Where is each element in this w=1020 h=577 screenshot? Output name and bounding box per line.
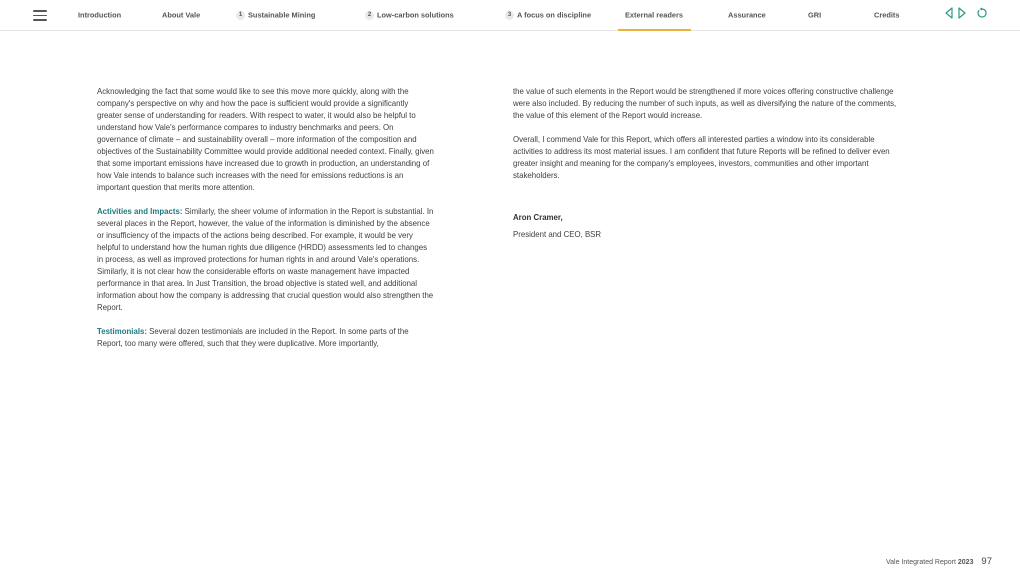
nav-focus-on-discipline[interactable]: 3 A focus on discipline	[505, 10, 591, 20]
signature-title: President and CEO, BSR	[513, 230, 602, 239]
body-paragraph: Activities and Impacts: Similarly, the sheer volume of information in the Report is substantial. In several places in the Report, however, the value of the information is diminished by the absence or insufficiency of the impacts of the actions being described. For example, it would be very helpful to understand how the human rights due diligence (HRDD) assessments led to changes in process, as well as improved protections for human rights in and around Vale's operations. Similarly, it is not clear how the considerable efforts on waste management have impacted performance in that area. In Just Transition, the broad objective is stated well, and additional information about how the company is addressing that crucial question would also strengthen the Report.	[97, 207, 434, 312]
prev-arrow-icon[interactable]	[944, 6, 954, 24]
page-number: 97	[981, 556, 992, 567]
nav-external-readers[interactable]: External readers	[625, 10, 683, 20]
body-paragraph: the value of such elements in the Report would be strengthened if more voices offering constructive challenge were also included. By reducing the number of such inputs, as well as diversifying the nature of the comments, the value of this element of the Report would increase.	[513, 87, 897, 120]
section-lead-testimonials: Testimonials:	[97, 327, 147, 336]
nav-sustainable-mining[interactable]: 1 Sustainable Mining	[236, 10, 315, 20]
nav-introduction[interactable]: Introduction	[78, 10, 122, 20]
report-year: 2023	[957, 559, 974, 566]
page-controls	[944, 8, 988, 22]
page-footer	[886, 556, 992, 567]
chapter-number-badge: 1	[236, 11, 245, 20]
back-icon[interactable]	[976, 6, 988, 24]
nav-credits[interactable]: Credits	[874, 10, 900, 20]
left-text-column	[97, 86, 435, 362]
body-paragraph: Overall, I commend Vale for this Report, which offers all interested parties a window into its considerable activities to address its most material issues. I am confident that future Reports will be refined to deliver even greater insight and meaning for the company's employees, investors, communities and other important stakeholders.	[513, 135, 890, 180]
nav-about-vale[interactable]: About Vale	[162, 10, 201, 20]
signature-name: Aron Cramer,	[513, 213, 563, 222]
nav-assurance[interactable]: Assurance	[728, 10, 766, 20]
report-name: Vale Integrated Report	[886, 559, 956, 566]
menu-icon[interactable]	[33, 10, 47, 21]
body-paragraph: Acknowledging the fact that some would like to see this move more quickly, along with the company's perspective on why and how the pace is sufficient would provide a significantly greater sense of understanding for readers. With respect to water, it would also be helpful to understand how Vale's performance compares to industry benchmarks and peers. On governance of climate – and sustainability overall – more information of the composition and objectives of the Sustainability Committee would provide additional needed context. Finally, given that some important emissions have increased due to growth in production, an understanding of how Vale intends to balance such increases with the need for emissions reductions is an important question that merits more attention.	[97, 87, 434, 192]
body-paragraph: Testimonials: Several dozen testimonials are included in the Report. In some parts of the Report, too many were offered, such that they were duplicative. More importantly,	[97, 327, 409, 348]
section-lead-activities: Activities and Impacts:	[97, 207, 183, 216]
active-tab-indicator	[618, 29, 691, 31]
nav-low-carbon-solutions[interactable]: 2 Low-carbon solutions	[365, 10, 454, 20]
next-arrow-icon[interactable]	[957, 6, 967, 24]
chapter-number-badge: 2	[365, 11, 374, 20]
top-navigation	[0, 0, 1020, 31]
chapter-number-badge: 3	[505, 11, 514, 20]
right-text-column	[513, 86, 903, 241]
nav-gri[interactable]: GRI	[808, 10, 822, 20]
